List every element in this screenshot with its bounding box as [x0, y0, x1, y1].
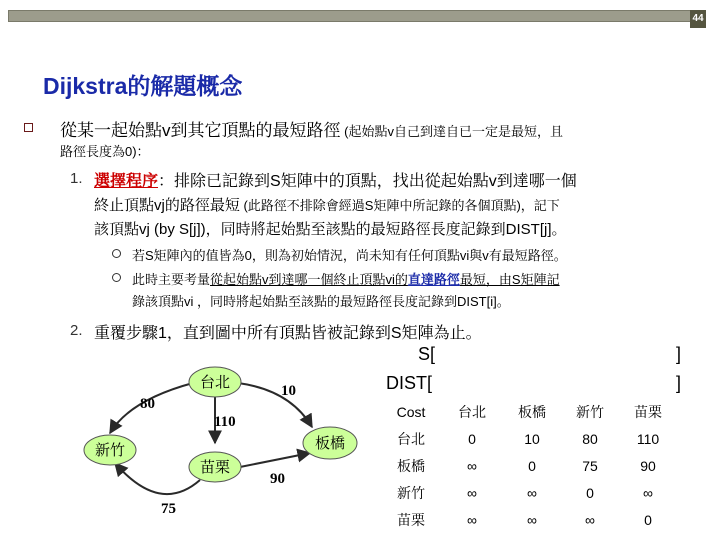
cost-col-header: 新竹 — [576, 403, 604, 420]
step1-sub2-d: 最短，由S矩陣記 — [459, 272, 560, 287]
step1-highlight: 選擇程序 — [94, 173, 159, 190]
cost-row-banqiao — [380, 452, 678, 479]
cost-cell: ∞ — [527, 511, 537, 528]
dist-array-label: DIST[ — [386, 373, 433, 393]
step1-line1-text: ：排除已記錄到S矩陣中的頂點，找出從起始點v到達哪一個 — [158, 173, 577, 190]
step1-line2 — [94, 194, 560, 215]
header-bar — [8, 10, 706, 22]
dist-array-close: ] — [676, 373, 682, 393]
cost-row-label: 苗栗 — [397, 511, 425, 528]
weight-miaoli-hsinchu: 75 — [161, 501, 176, 517]
cost-corner: Cost — [396, 403, 426, 420]
cost-cell: ∞ — [467, 484, 477, 501]
cost-row-label: 板橋 — [397, 457, 425, 474]
cost-row-hsinchu — [380, 479, 678, 506]
weight-taipei-miaoli: 110 — [214, 414, 236, 430]
cost-row-miaoli — [380, 506, 678, 533]
cost-col-header: 板橋 — [518, 403, 546, 420]
node-banqiao-label: 板橋 — [314, 435, 346, 452]
step1-line2-text: 終止頂點vj的路徑最短 — [94, 197, 240, 214]
step1-sub1: 若S矩陣內的值皆為0，則為初始情況，尚未知有任何頂點vi與v有最短路徑。 — [132, 248, 567, 263]
cost-header-row — [380, 398, 678, 425]
cost-cell: 0 — [528, 457, 536, 474]
slide-title: Dijkstra的解題概念 — [43, 73, 243, 99]
cost-cell: 0 — [468, 430, 476, 447]
cost-row-taipei — [380, 425, 678, 452]
step1-sub2-b: 從起始點v到達哪一個終止頂點vi的 — [210, 272, 408, 287]
cost-matrix — [380, 398, 678, 533]
city-graph — [60, 345, 370, 535]
step2-number: 2. — [70, 322, 83, 339]
cost-cell: 0 — [644, 511, 652, 528]
main-bullet-note-cont: 路徑長度為0)： — [60, 144, 150, 159]
cost-row-label: 新竹 — [397, 484, 425, 501]
cost-cell: ∞ — [467, 511, 477, 528]
main-bullet-text: 從某一起始點v到其它頂點的最短路徑 — [60, 121, 341, 140]
circle-bullet-icon — [112, 273, 121, 282]
edge-miaoli-hsinchu — [115, 463, 200, 494]
weight-taipei-banqiao: 10 — [281, 383, 296, 399]
step1-number: 1. — [70, 170, 83, 187]
cost-cell: ∞ — [585, 511, 595, 528]
node-taipei-label: 台北 — [199, 374, 231, 391]
step1-line1 — [94, 168, 577, 191]
node-miaoli-label: 苗栗 — [199, 459, 231, 476]
main-bullet-note: (起始點v自己到達自已一定是最短，且 — [340, 124, 563, 139]
cost-row-label: 台北 — [397, 430, 425, 447]
weight-miaoli-banqiao: 90 — [270, 471, 285, 487]
cost-cell: 0 — [586, 484, 594, 501]
edge-miaoli-banqiao — [240, 453, 310, 467]
square-bullet-icon — [24, 123, 33, 132]
step1-sub2-a: 此時主要考量 — [132, 272, 211, 287]
cost-cell: 75 — [582, 457, 598, 474]
step1-sub2 — [132, 269, 560, 288]
step2-text: 重覆步驟1，直到圖中所有頂點皆被記錄到S矩陣為止。 — [94, 325, 482, 342]
s-array-close: ] — [676, 344, 682, 364]
cost-cell: 10 — [524, 430, 540, 447]
cost-cell: ∞ — [643, 484, 653, 501]
cost-col-header: 台北 — [458, 403, 486, 420]
cost-cell: 90 — [640, 457, 656, 474]
main-bullet-line1 — [60, 116, 563, 141]
edge-taipei-banqiao — [238, 383, 312, 427]
cost-cell: 110 — [636, 430, 660, 447]
cost-col-header: 苗栗 — [634, 403, 662, 420]
main-bullet-line2 — [60, 141, 150, 160]
step1-line2-note: (此路徑不排除會經過S矩陣中所記錄的各個頂點)，記下 — [239, 198, 560, 213]
s-array-label: S[ — [418, 344, 436, 364]
circle-bullet-icon — [112, 249, 121, 258]
step1-sub2-line2: 錄該頂點vi ，同時將起始點至該點的最短路徑長度記錄到DIST[i]。 — [132, 294, 510, 309]
page-number-badge: 44 — [690, 10, 706, 28]
step1-line3: 該頂點vj (by S[j])，同時將起始點至該點的最短路徑長度記錄到DIST[j]。 — [94, 221, 567, 238]
step1-sub2-c: 直達路徑 — [407, 272, 460, 287]
cost-cell: 80 — [582, 430, 598, 447]
cost-cell: ∞ — [467, 457, 477, 474]
node-hsinchu-label: 新竹 — [94, 442, 126, 459]
cost-cell: ∞ — [527, 484, 537, 501]
weight-taipei-hsinchu: 80 — [140, 396, 155, 412]
